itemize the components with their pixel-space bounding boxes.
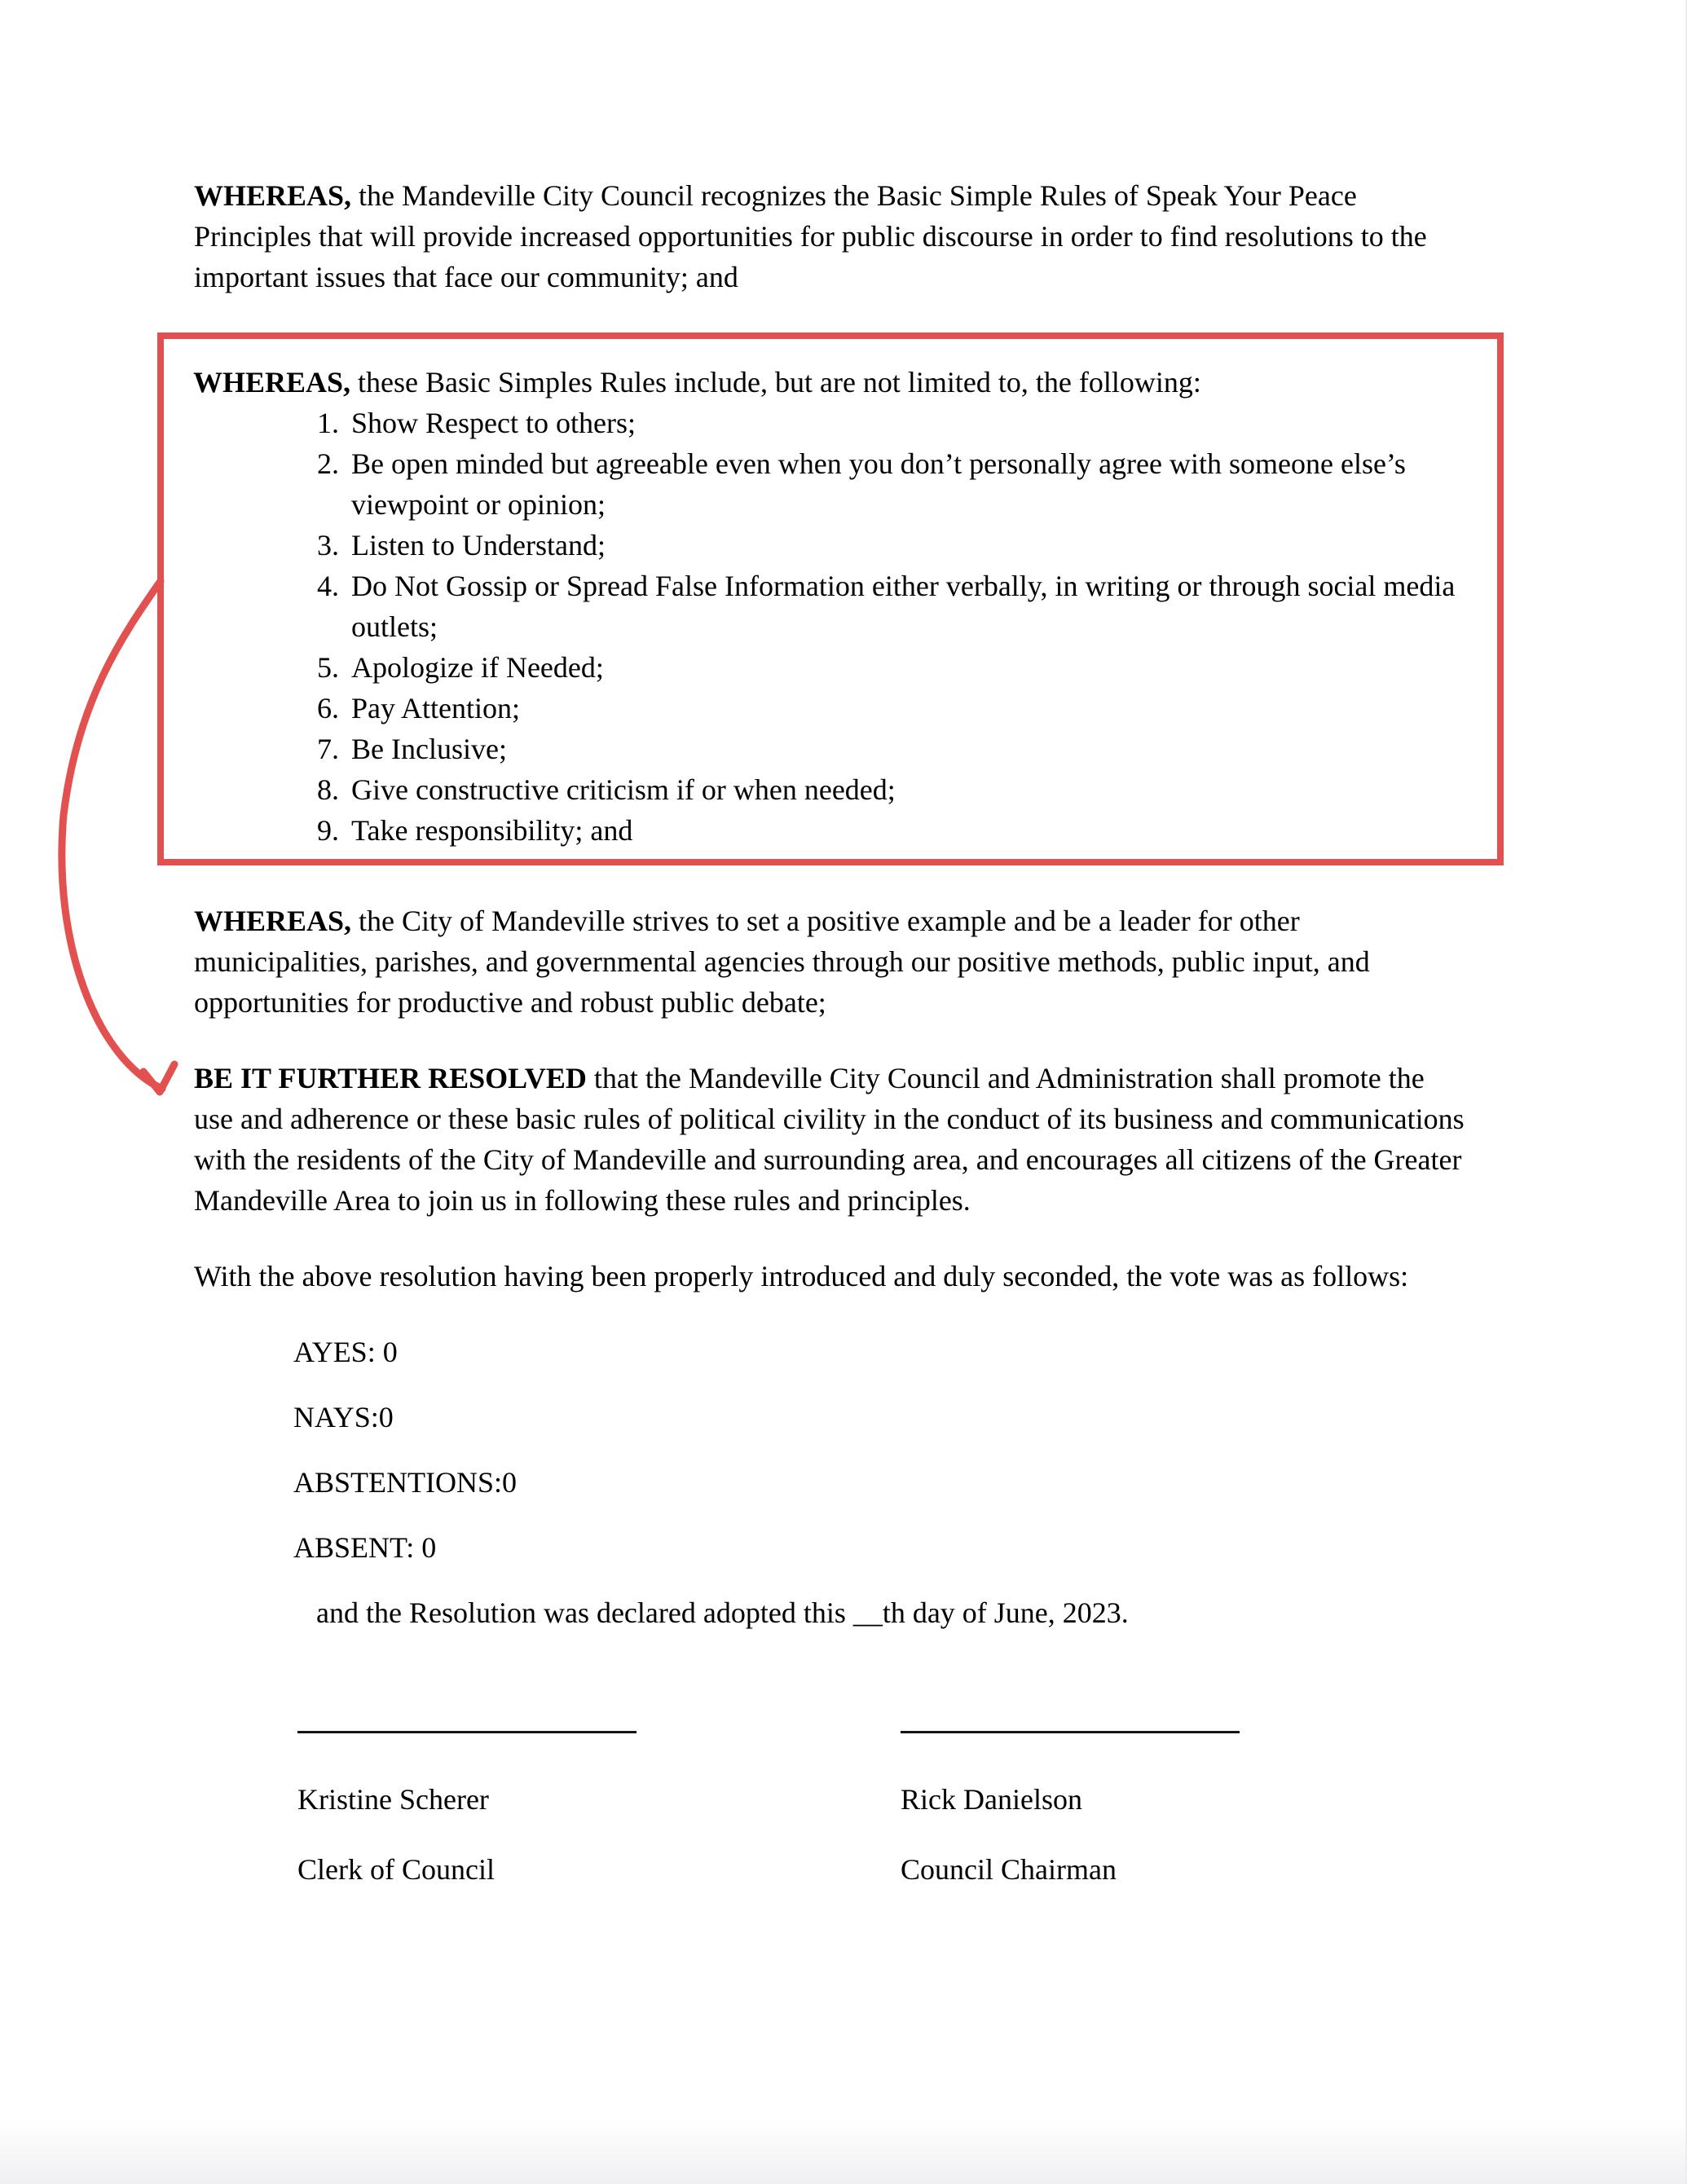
adoption-line: and the Resolution was declared adopted this __th day of June, 2023. [316,1596,1129,1629]
rule-item-5: 5. Apologize if Needed; [346,647,1473,688]
vote-line-nays: NAYS:0 [293,1401,394,1433]
paragraph-vote-intro: With the above resolution having been properly introduced and duly seconded, the vote was as follows: [194,1260,1409,1292]
vote-line-ayes: AYES: 0 [293,1336,398,1368]
rule-item-9: 9. Take responsibility; and [346,810,1473,851]
annotation-highlight-box [157,332,1504,865]
paragraph-whereas-strives [194,900,1469,1023]
signature-name: Kristine Scherer [297,1783,489,1816]
paragraph-text: that the Mandeville City Council and Administration shall promote the use and adherence or these basic rules of political civility in the conduct of its business and communications with the residents of the City of Mandeville and surrounding area, and encourages all citizens of the Greater Mandeville Area to join us in following these rules and principles. [194,1062,1465,1217]
rule-item-4: 4. Do Not Gossip or Spread False Information either verbally, in writing or through social media outlets; [346,566,1473,647]
rule-item-8: 8. Give constructive criticism if or when needed; [346,769,1473,810]
paragraph-text: the Mandeville City Council recognizes the Basic Simple Rules of Speak Your Peace Principles that will provide increased opportunities for public discourse in order to find resolutions to the important issues that face our community; and [194,179,1427,293]
paragraph-lead: WHEREAS, [194,905,352,937]
signature-line [901,1731,1240,1733]
rule-item-1: 1. Show Respect to others; [346,403,1473,443]
vote-list [293,1332,1469,1568]
signature-title: Clerk of Council [297,1853,495,1886]
rule-item-2: 2. Be open minded but agreeable even when you don’t personally agree with someone else’s viewpoint or opinion; [346,443,1473,525]
vote-line-absent: ABSENT: 0 [293,1531,437,1564]
signature-name: Rick Danielson [901,1783,1082,1816]
vote-line-abstentions: ABSTENTIONS:0 [293,1466,518,1499]
paragraph-text: the City of Mandeville strives to set a positive example and be a leader for other municipalities, parishes, and governmental agencies through our positive methods, public input, and opportunities for productive and robust public debate; [194,905,1370,1019]
paragraph-whereas-rules [193,362,1473,403]
signature-block-clerk [297,1731,636,1890]
rules-list [193,403,1473,851]
signature-line [297,1731,636,1733]
paragraph-lead: WHEREAS, [193,366,351,398]
paragraph-lead: BE IT FURTHER RESOLVED [194,1062,587,1094]
rule-item-6: 6. Pay Attention; [346,688,1473,729]
rule-item-7: 7. Be Inclusive; [346,729,1473,769]
signature-title: Council Chairman [901,1853,1117,1886]
signature-row [297,1731,1469,1890]
paragraph-whereas-recognizes [194,175,1469,297]
paragraph-resolved [194,1058,1469,1221]
document-body [194,175,1469,1890]
page-bottom-fade [0,2119,1685,2184]
signature-block-chairman [901,1731,1240,1890]
paragraph-lead: WHEREAS, [194,179,352,212]
paragraph-text: these Basic Simples Rules include, but are not limited to, the following: [350,366,1201,398]
rule-item-3: 3. Listen to Understand; [346,525,1473,566]
